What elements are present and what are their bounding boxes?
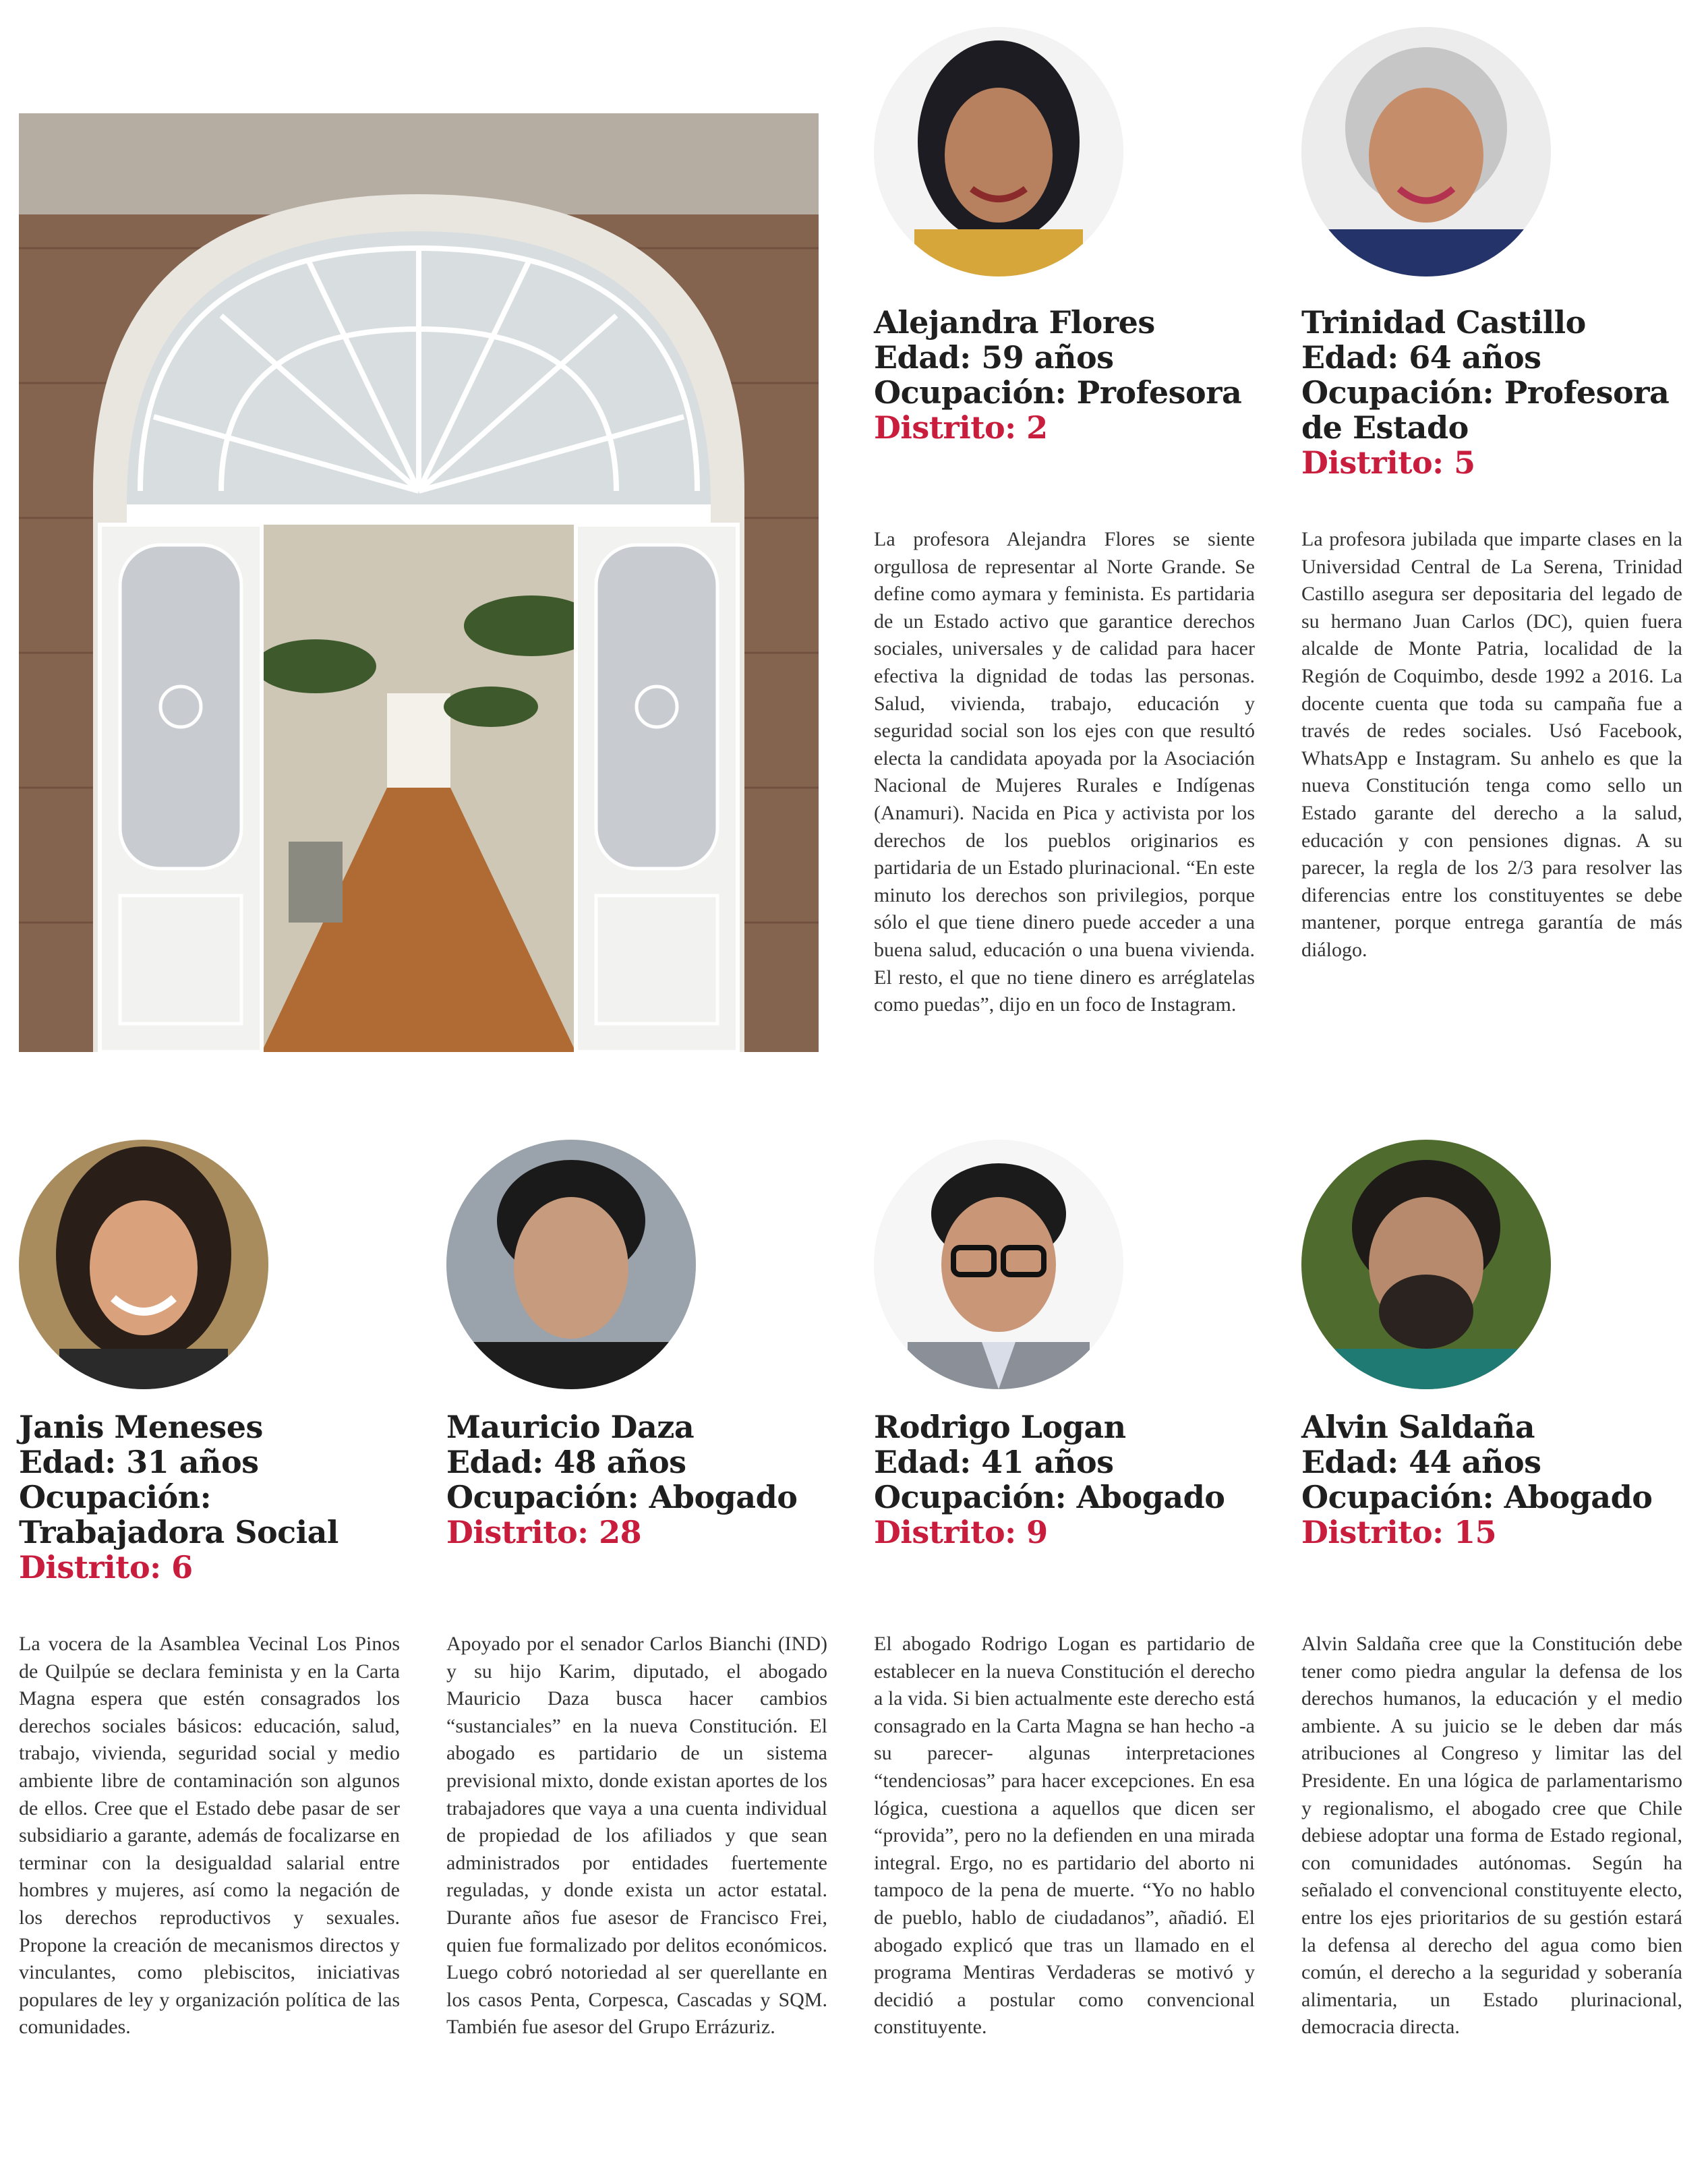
profile-trinidad-castillo-bio: La profesora jubilada que imparte clases en la Universidad Central de La Serena, Trinidad Castillo asegura ser depositaria del legado de su hermano Juan Carlos (DC), quien fuera alcalde de Monte Patria, localidad de la Región de Coquimbo, desde 1992 a 2016. La docente cuenta que toda su campaña fue a través de redes sociales. Usó Facebook, WhatsApp e Instagram. Su anhelo es que la nueva Constitución tenga como sello un Estado garante del derecho a la salud, educación y con pensiones dignas. A su parecer, la regla de los 2/3 para resolver las diferencias entre los constituyentes se debe mantener, porque entrega garantía de más diálogo. [1301, 528, 1682, 961]
profile-occupation: Ocupación: Profesora [1301, 374, 1670, 411]
profile-occupation: Ocupación: Profesora [874, 374, 1242, 411]
portrait-rodrigo-logan [874, 1140, 1123, 1389]
profile-name: Alvin Saldaña [1301, 1409, 1535, 1445]
profile-name: Janis Meneses [19, 1409, 263, 1445]
profile-alvin-saldana-bio: Alvin Saldaña cree que la Constitución debe tener como piedra angular la defensa de los derechos humanos, la educación y el medio ambiente. A su juicio se le deben dar más atribuciones al Congreso y limitar las del Presidente. En una lógica de parlamentarismo y regionalismo, el abogado cree que Chile debiese adoptar una forma de Estado regional, con comunidades autónomas. Según ha señalado el convencional constituyente electo, entre los ejes prioritarios de su gestión estará la defensa al derecho del agua como bien común, el derecho a la seguridad y soberanía alimentaria, un Estado plurinacional, democracia directa. [1301, 1633, 1682, 2039]
portrait-mauricio-daza [446, 1140, 696, 1389]
profile-alejandra-flores-bio: La profesora Alejandra Flores se siente orgullosa de representar al Norte Grande. Se define como aymara y feminista. Es partidaria de un Estado activo que garantice derechos sociales, universales y de calidad para hacer efectiva la dignidad de todas las personas. Salud, vivienda, trabajo, educación y seguridad social son los ejes con que resultó electa la candidata apoyada por la Asociación Nacional de Mujeres Rurales e Indígenas (Anamuri). Nacida en Pica y activista por los derechos de los pueblos originarios es partidaria de un Estado plurinacional. “En este minuto los derechos son privilegios, porque sólo el que tiene dinero puede acceder a una buena salud, educación o una buena vivienda. El resto, el que no tiene dinero es arréglatelas como puedas”, dijo en un foco de Instagram. [874, 528, 1255, 1016]
profile-district: Distrito: 5 [1301, 444, 1475, 481]
profile-occupation-continued: de Estado [1301, 409, 1469, 446]
profile-occupation: Ocupación: Abogado [1301, 1479, 1653, 1515]
profile-name: Alejandra Flores [874, 304, 1155, 341]
profile-name: Mauricio Daza [446, 1409, 695, 1445]
profile-name: Trinidad Castillo [1301, 304, 1586, 341]
profile-mauricio-daza-heading [446, 1409, 824, 1550]
profile-rodrigo-logan-heading [874, 1409, 1251, 1550]
profile-janis-meneses-heading [19, 1409, 396, 1585]
profile-trinidad-castillo-heading [1301, 305, 1679, 480]
profile-district: Distrito: 6 [19, 1549, 193, 1585]
profile-occupation: Ocupación: Abogado [446, 1479, 798, 1515]
profile-district: Distrito: 15 [1301, 1514, 1497, 1550]
profile-occupation-continued: Trabajadora Social [19, 1514, 338, 1550]
building-doorway-photo [19, 113, 819, 1052]
portrait-alejandra-flores [874, 27, 1123, 276]
profile-rodrigo-logan-bio: El abogado Rodrigo Logan es partidario de establecer en la nueva Constitución el derecho a la vida. Si bien actualmente este derecho está consagrado en la Carta Magna se han hecho -a su parecer- algunas interpretaciones “tendenciosas” para hacer excepciones. En esa lógica, cuestiona a aquellos que dicen ser “provida”, pero no la defienden en una mirada integral. Ergo, no es partidario del aborto ni tampoco de la pena de muerte. “Yo no hablo de pueblo, hablo de ciudadanos”, añadió. El abogado explicó que tras un llamado en el programa Mentiras Verdaderas se motivó y decidió a postular como convencional constituyente. [874, 1633, 1255, 2039]
profile-alvin-saldana-heading [1301, 1409, 1679, 1550]
profile-occupation: Ocupación: [19, 1479, 212, 1515]
profile-age: Edad: 31 años [19, 1444, 259, 1480]
profile-name: Rodrigo Logan [874, 1409, 1126, 1445]
profile-mauricio-daza-bio: Apoyado por el senador Carlos Bianchi (IND) y su hijo Karim, diputado, el abogado Mauricio Daza busca hacer cambios “sustanciales” en la nueva Constitución. El abogado es partidario de un sistema previsional mixto, donde existan aportes de los trabajadores que vaya a una cuenta individual de propiedad de los afiliados y que sean administrados por entidades fuertemente reguladas, y donde exista un actor estatal. Durante años fue asesor de Francisco Frei, quien fue formalizado por delitos económicos. Luego cobró notoriedad al ser querellante en los casos Penta, Corpesca, Cascadas y SQM. También fue asesor del Grupo Errázuriz. [446, 1633, 827, 2039]
portrait-trinidad-castillo [1301, 27, 1551, 276]
profile-age: Edad: 64 años [1301, 339, 1541, 376]
profile-age: Edad: 48 años [446, 1444, 686, 1480]
portrait-alvin-saldana [1301, 1140, 1551, 1389]
profile-alejandra-flores-heading [874, 305, 1251, 445]
profile-age: Edad: 41 años [874, 1444, 1114, 1480]
profile-district: Distrito: 9 [874, 1514, 1048, 1550]
profile-janis-meneses-bio: La vocera de la Asamblea Vecinal Los Pinos de Quilpúe se declara feminista y en la Carta Magna espera que estén consagrados los derechos sociales básicos: educación, salud, trabajo, vivienda, seguridad social y medio ambiente libre de contaminación son algunos de ellos. Cree que el Estado debe pasar de ser subsidiario a garante, además de focalizarse en terminar con la desigualdad salarial entre hombres y mujeres, así como la negación de los derechos reproductivos y sexuales. Propone la creación de mecanismos directos y vinculantes, como plebiscitos, iniciativas populares de ley y organización política de las comunidades. [19, 1633, 400, 2039]
profile-age: Edad: 59 años [874, 339, 1114, 376]
profile-age: Edad: 44 años [1301, 1444, 1541, 1480]
profile-district: Distrito: 2 [874, 409, 1048, 446]
profile-occupation: Ocupación: Abogado [874, 1479, 1225, 1515]
portrait-janis-meneses [19, 1140, 268, 1389]
profile-district: Distrito: 28 [446, 1514, 642, 1550]
